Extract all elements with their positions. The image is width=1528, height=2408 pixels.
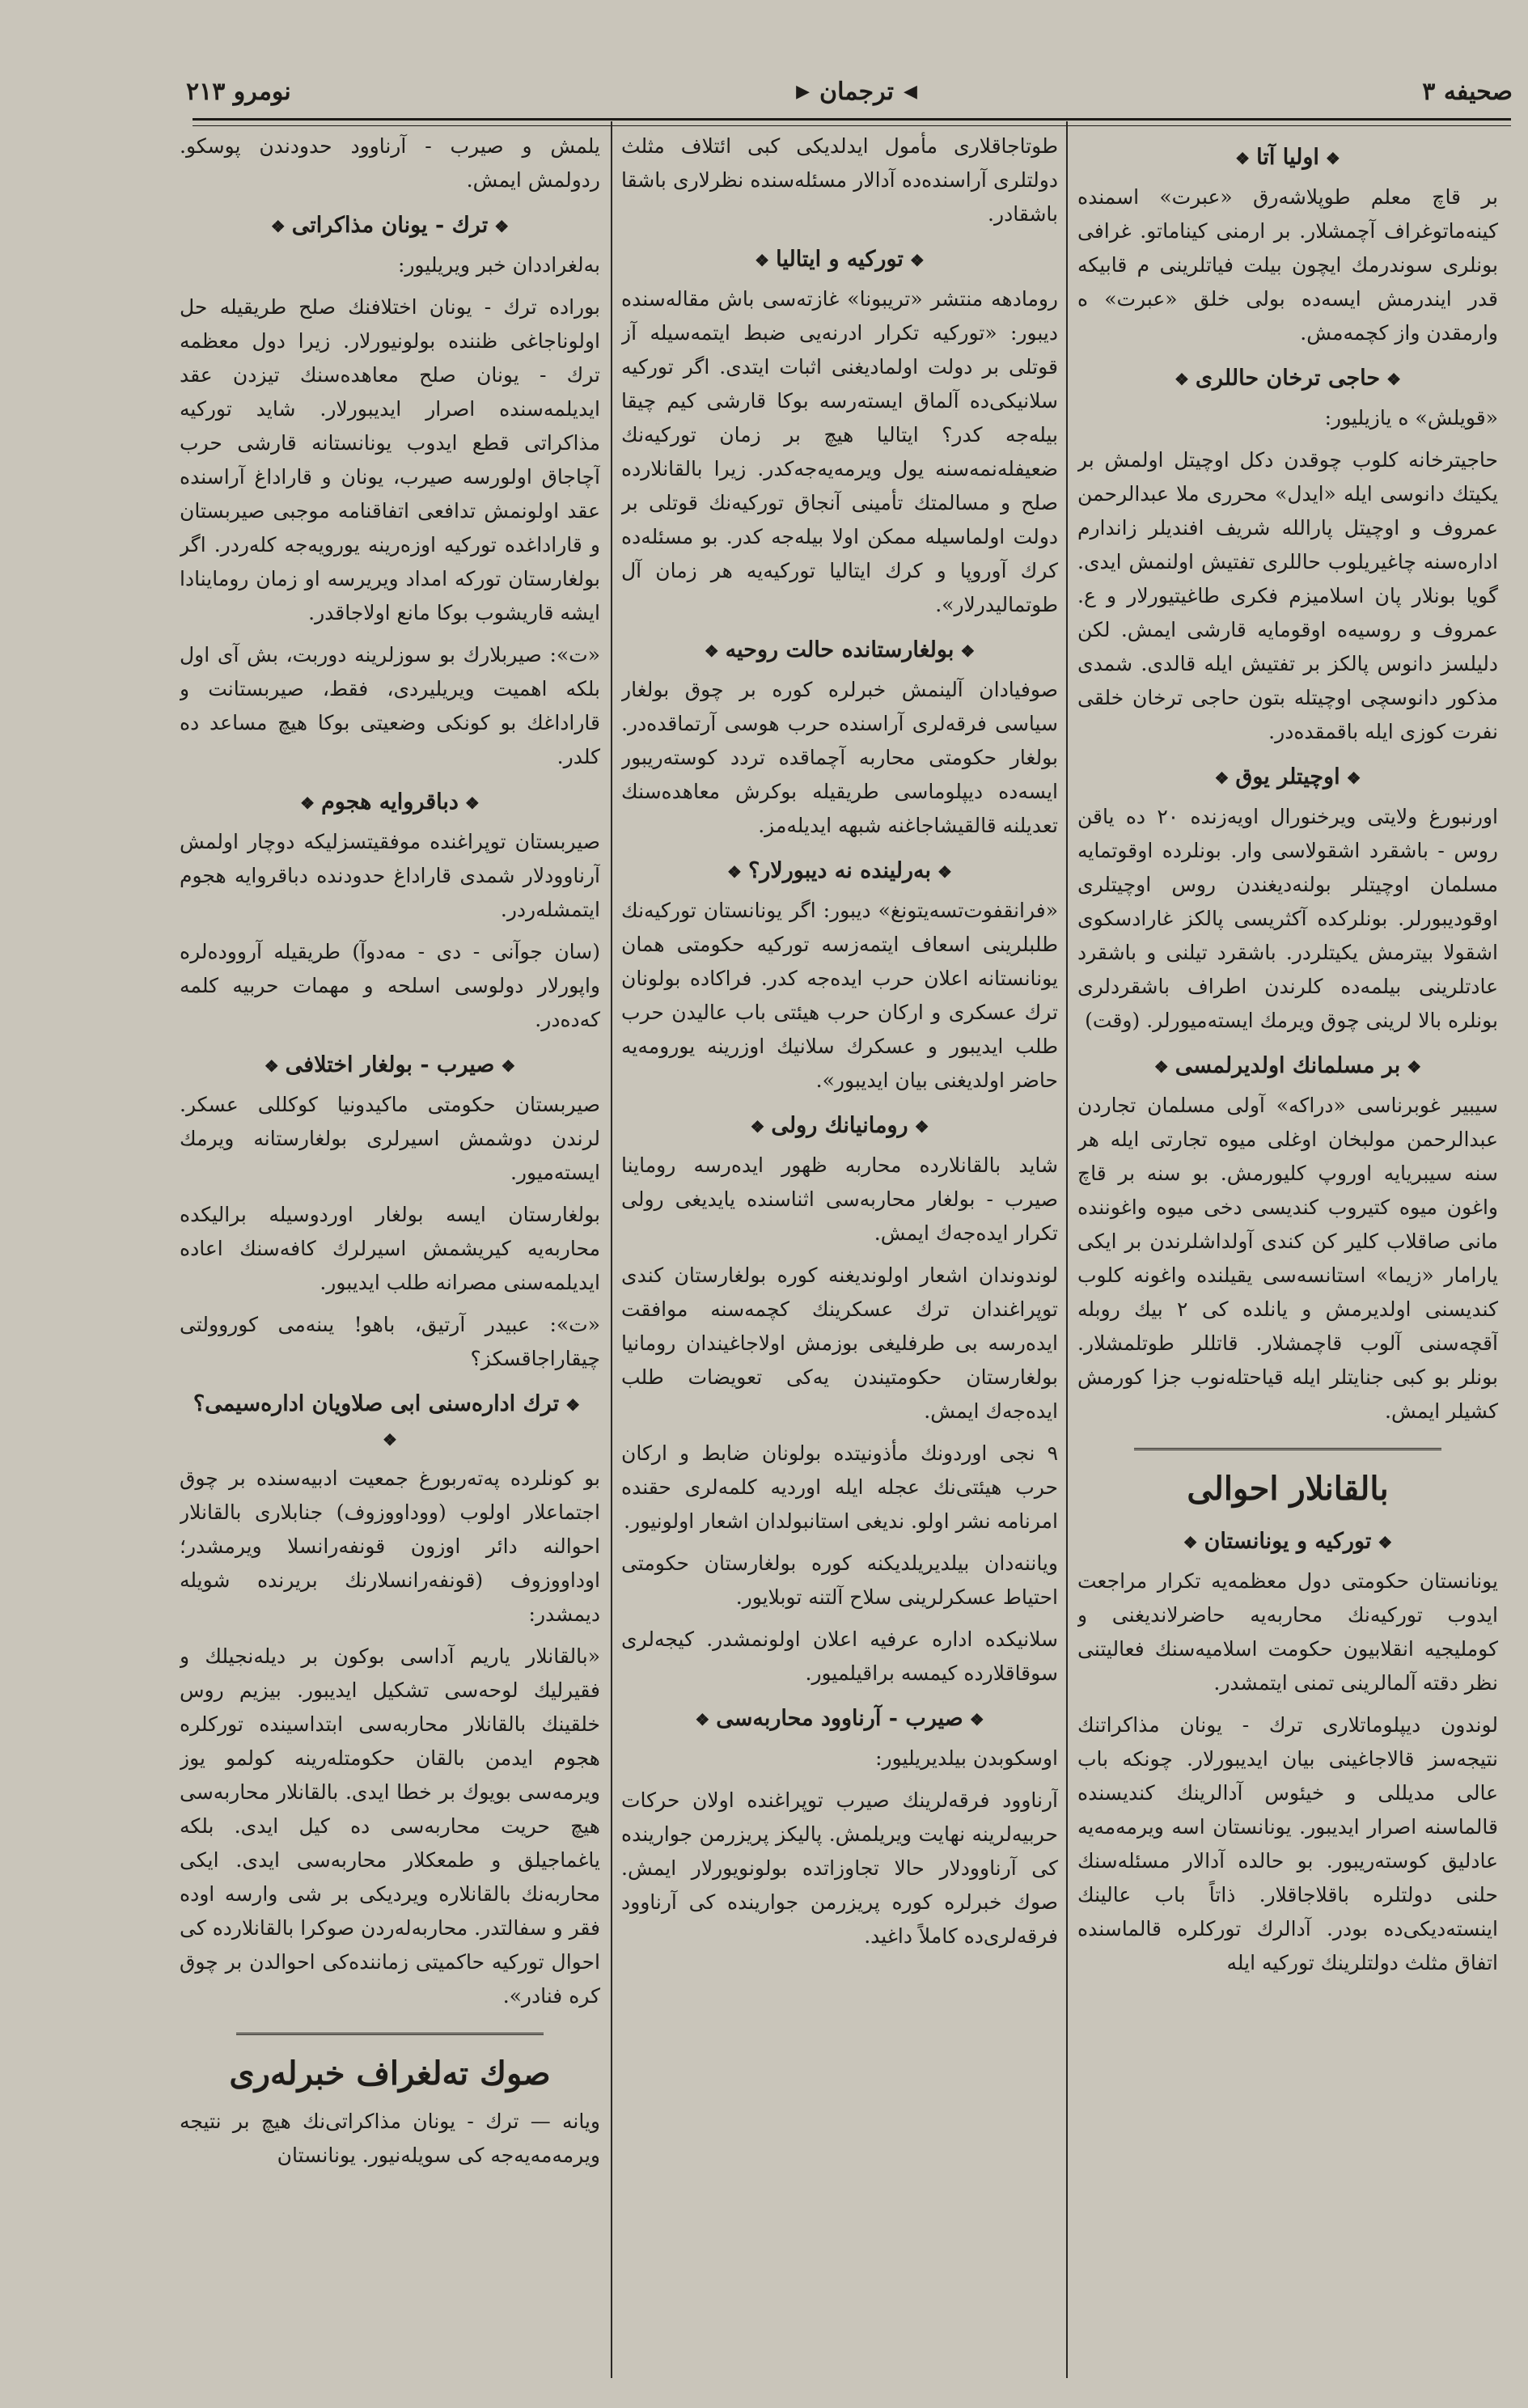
ornament-icon: ❖ xyxy=(1325,149,1340,168)
section-separator xyxy=(236,2033,544,2035)
article-paragraph: «قويلش» ه يازيليور: xyxy=(1324,406,1498,430)
ornament-icon: ❖ xyxy=(960,641,976,661)
article-paragraph: رومادهه منتشر «تريبونا» غازته‌سى باش مقاله‌سنده ديبور: «توركيه تكرار ادرنه‌يى ضبط ايتمه‌سيله آز قوتلى بر دولت اولماديغنى اثبات ايتدى. اگر توركيه سلانيكى‌ده آلماق ايسته‌رسه بوكا قارشى كيم چيقا بيله‌جه كدر؟ ايتاليا هيچ بر زمان توركيه‌نك ضعيفله‌نمه‌سنه يول ويرمه‌يه‌جه‌كدر. زيرا بالقانلارده صلح و مسالمتك تأمينى آنجاق توركيه‌نك قوتلى بر دولت اولماسيله ممكن اولا بيله‌جه كدر. بو مسئله‌ده كرك آوروپا و كرك ايتاليا توركيه‌يه هر زمان آل طوتماليدرلار». xyxy=(621,287,1058,616)
section-heading: ❖ترك اداره‌سنى ابى صلاويان اداره‌سيمى؟❖ xyxy=(193,1391,581,1449)
ornament-icon: ❖ xyxy=(1153,1057,1169,1077)
masthead xyxy=(186,63,1513,120)
ornament-icon: ❖ xyxy=(300,793,315,813)
ornament-icon: ❖ xyxy=(750,1117,765,1136)
column-right xyxy=(1077,129,1498,2378)
article-paragraph: بولغارستان ايسه بولغار اوردوسيله براليكده محاربه‌يه كيريشمش اسيرلرك كافه‌سنك اعاده ايديلمه‌سنى مصرانه طلب ايديبور. xyxy=(180,1203,600,1294)
article-paragraph: «ت»: صيربلارك بو سوزلرينه دوربت، بش آى اول بلكه اهميت ويريليردى، فقط، صيربستانت و قاراداغك بو كونكى وضعيتى بوكا هيچ مساعد ده كلدر. xyxy=(180,643,600,768)
ornament-icon: ❖ xyxy=(938,862,952,882)
column-divider xyxy=(1066,121,1068,2378)
ornament-icon: ❖ xyxy=(264,1056,279,1076)
article-paragraph: «ت»: عبيدر آرتيق، باهو! يىنه‌مى كوروولتى چيقاراجاقسكز؟ xyxy=(180,1313,600,1370)
section-heading: ❖صيرب - آرناوود محاربه‌سى❖ xyxy=(695,1706,984,1731)
section-title-latest-telegrams: صوك تەلغراف خبرلەرى xyxy=(229,2055,551,2093)
article-paragraph: صيربستان حكومتى ماكيدونيا كوكللى عسكر. لرندن دوشمش اسيرلرى بولغارستانه ويرمك ايسته‌ميور. xyxy=(180,1093,600,1184)
article-paragraph: حاجيترخانه كلوب چوقدن دكل اوچيتل اولمش بر يكيتك دانوسى ايله «ايدل» محررى ملا عبدالرحمن عمروف و اوچيتل پارالله شريف افنديلر زاندارم اداره‌سنه چاغيريلوب حاللرى تفتيش اولنمش ايدى. گويا بونلار پان اسلاميزم فكرى طاغيتيورلار و ع. عمروف و روسيه‌ه اوقومايه قارشى ايمش. لكن دليلسز دانوس پالكز بر تفتيش ايله قالدى. شمدى مذكور دانوسچى اوچيتله بتون حاجى ترخان خلقى نفرت كوزى ايله باقمقده‌در. xyxy=(1077,448,1498,743)
ornament-icon: ❖ xyxy=(1386,370,1402,389)
article-paragraph: «فرانقفوت‌تسه‌يتونغ» ديبور: اگر يونانستان توركيه‌نك طلبلرينى اسعاف ايتمه‌زسه توركيه حكومتى همان يونانستانه اعلان حرب ايده‌جه كدر. فراكاده بولونان ترك عسكرى و اركان حرب هيئتى باب عاليدن حرب طلب ايديبور و عسكرك سلانيك اوزرينه يورومه‌يه حاضر اولديغنى بيان ايديبور». xyxy=(621,899,1058,1092)
article-paragraph: لوندوندان اشعار اولونديغنه كوره بولغارستان كندى توپراغندان ترك عسكرينك كچمه‌سنه موافقت ايده‌رسه بى طرفليغى بوزمش اولاجاغيندان رومانيا بولغارستان حكومتيندن يه‌كى تعويضات طلب ايده‌جه‌ك ايمش. xyxy=(621,1263,1058,1423)
section-heading: ❖بولغارستانده حالت روحيه❖ xyxy=(704,637,976,662)
ornament-icon: ❖ xyxy=(914,1117,929,1136)
article-paragraph: بر قاچ معلم طوپلاشه‌رق «عبرت» اسمنده كينه‌ماتوغراف آچمشلار. بر ارمنى كيناماتو. غرافى بونلرى سوندرمك ايچون بيلت فياتلرينى م قابيكه قدر ايندرمش ايسه‌ده بولى خلق «عبرت» ه وارمقدن واز كچمه‌مش. xyxy=(1077,185,1498,345)
section-heading: ❖صيرب - بولغار اختلافى❖ xyxy=(264,1052,516,1077)
article-paragraph: آرناوود فرقه‌لرينك صيرب توپراغنده اولان حركات حربيه‌لرينه نهايت ويريلمش. پاليكز پريزرمن جوارينده كى آرناوودلار حالا تجاوزاتده بولونويورلار ايمش. صوك خبرلره كوره پريزرمن جوارينده كى آرناوود فرقه‌لرى‌ده كاملاً داغيد. xyxy=(621,1788,1058,1948)
section-separator xyxy=(1134,1448,1441,1450)
article-paragraph: شايد بالقانلارده محاربه ظهور ايده‌رسه روماينا صيرب - بولغار محاربه‌سى اثناسنده يايديغى رولى تكرار ايده‌جه‌ك ايمش. xyxy=(621,1153,1058,1245)
ornament-icon: ❖ xyxy=(1214,768,1230,788)
issue-number: نومرو ٢١٣ xyxy=(186,77,291,106)
article-paragraph: وياننه‌دان بيلديريلديكنه كوره بولغارستان حكومتى احتياط عسكرلرينى سلاح آلتنه توبلايور. xyxy=(621,1551,1058,1609)
article-paragraph: سلانيكده اداره عرفيه اعلان اولونمشدر. كيجه‌لرى سوقاقلارده كيمسه براقيلميور. xyxy=(621,1627,1058,1685)
article-paragraph: بەلغراددان خبر ويريليور: xyxy=(397,253,600,277)
masthead-rule xyxy=(193,118,1511,126)
left-arrow-ornament-icon: ◀ xyxy=(904,81,917,102)
article-paragraph: يونانستان حكومتى دول معظمه‌يه تكرار مراجعت ايدوب توركيه‌نك محاربه‌يه حاضرلاندیغنى و كومليجيه انقلابيون حكومت اسلاميه‌سنك فعاليتنى نظر دقته آلمالرينى تمنى ايتمشدر. xyxy=(1077,1569,1498,1695)
ornament-icon: ❖ xyxy=(494,217,510,236)
section-heading: ❖حاجى ترخان حاللرى❖ xyxy=(1174,366,1402,391)
paper-title: ترجمان xyxy=(819,77,894,106)
article-paragraph: صيربستان توپراغنده موفقيتسزليكه دوچار اولمش آرناوودلار شمدى قاراداغ حدودنده دباقروايه هجوم ايتمشله‌ردر. xyxy=(180,830,600,921)
ornament-icon: ❖ xyxy=(969,1710,984,1729)
article-paragraph: صوفيادان آلينمش خبرلره كوره بر چوق بولغار سياسى فرقه‌لرى آراسنده حرب هوسى آرتماقده‌در. بولغار حكومتى محاربه آچماقده تردد كوسته‌ريبور ايسه‌ده ديپلوماسى طريقيله بوكرش معاهده‌سنك تعديلنه قالقيشاجاغنه شبهه ايديله‌مز. xyxy=(621,678,1058,837)
ornament-icon: ❖ xyxy=(383,1430,397,1449)
article-paragraph: لوندون ديپلوماتلارى ترك - يونان مذاكراتنك نتيجه‌سز قالاجاغينى بيان ايديبورلار. چونكه باب عالى مديللى و خيئوس آدالرينك كنديسنده قالماسنه اصرار ايديبور. يونانستان اسه ويرمه‌مه‌يه عادليق كوسته‌ريبور. بو حالده آدالار مسئله‌سنك حلنى دولتلره باقلاجاقلار. ذاتاً باب عالينك اينسته‌ديكى‌ده بودر. آدالرك توركلره قالماسنده اتفاق مثلث دولتلرينك توركيه ايله xyxy=(1077,1713,1498,1974)
right-arrow-ornament-icon: ▶ xyxy=(796,81,811,102)
ornament-icon: ❖ xyxy=(270,217,286,236)
paper-title-block xyxy=(796,78,917,106)
ornament-icon: ❖ xyxy=(704,641,719,661)
article-paragraph: بوراده ترك - يونان اختلافنك صلح طريقيله حل اولوناجاغى ظننده بولونيورلار. زيرا دول معظمه ترك - يونان صلح معاهده‌سنك تيزدن عقد ايديلمه‌سنده اصرار ايديبورلار. شايد توركيه مذاكراتى قطع ايدوب يونانستانه قارشى حرب آچاجاق اولورسه صيرب، يونان و قاراداغ آراسنده عقد اولونمش تدافعى اتفاقنامه موجبى صيربستان و قاراداغده توركيه اوزه‌رينه يورويه‌جه كلەردر. اگر بولغارستان توركه امداد ويريرسه او زمان روماينادا ايشه قاريشوب بوكا مانع اولاجاقدر. xyxy=(180,295,600,624)
ornament-icon: ❖ xyxy=(727,862,742,882)
section-heading: ❖رومانيانك رولى❖ xyxy=(750,1113,929,1138)
article-paragraph: «بالقانلار ياريم آداسى بوكون بر ديله‌نجيلك و فقيرليك لوحه‌سى تشكيل ايديبور. بيزيم روس خلقينك بالقانلار محاربه‌سى ابتداسينده توركلره هجوم ايدمن بالقان حكومتله‌رينه كولمو يوز ويرمه‌سى بويوك بر خطا ايدى. بالقانلار محاربه‌سى هيچ حريت محاربه‌سى ده كيل ايدى. بلكه ياغماجيلق و طمعكلار محاربه‌سى ايدى. ايكى محاربه‌نك بالقانلاره ويرديكى بر شى وارسه اوده فقر و سفالتدر. محاربه‌له‌ردن صوكرا بالقانلارده كى احوال توركيه حاكميتى زماننده‌كى احوالدن بر چوق كره فنادر». xyxy=(180,1644,600,2008)
section-heading: ❖اوليا آتا❖ xyxy=(1235,145,1340,170)
ornament-icon: ❖ xyxy=(909,251,925,270)
section-heading: ❖ترك - يونان مذاكراتى❖ xyxy=(270,213,510,238)
section-heading: ❖توركيه و ايتاليا❖ xyxy=(755,247,925,272)
article-paragraph: اوسكوبدن بيلديريليور: xyxy=(875,1746,1058,1770)
ornament-icon: ❖ xyxy=(501,1056,516,1076)
ornament-icon: ❖ xyxy=(1407,1057,1422,1077)
ornament-icon: ❖ xyxy=(1235,149,1251,168)
article-paragraph: بو كونلرده پەتەربورغ جمعيت ادبيه‌سنده بر چوق اجتماعلار اولوب (ووداووزوف) جنابلارى بالقانلار احوالنه دائر اوزون قونفه‌رانسلا ويرمشدر؛ اوداووزوف (قونفه‌رانسلارنك بريرنده شويله ديمشدر: xyxy=(180,1466,600,1626)
article-paragraph: ٩ نجى اوردونك مأذونيتده بولونان ضابط و اركان حرب هيئتى‌نك عجله ايله اورديه كلمه‌لرى حقنده امرنامه نشر اولو. نديغى استانبولدان اشعار اولونيور. xyxy=(621,1441,1058,1533)
section-heading: ❖دباقروايه هجوم❖ xyxy=(300,789,480,815)
section-heading: ❖بر مسلمانك اولديرلمسى❖ xyxy=(1153,1053,1422,1078)
section-heading: ❖بەرلينده نه ديبورلار؟❖ xyxy=(727,858,952,883)
ornament-icon: ❖ xyxy=(1174,370,1189,389)
article-paragraph: ويانه — ترك - يونان مذاكراتى‌نك هيچ بر نتيجه ويرمه‌مه‌يه‌جه كى سويله‌نيور. يونانستان xyxy=(180,2110,600,2167)
ornament-icon: ❖ xyxy=(565,1395,581,1415)
ornament-icon: ❖ xyxy=(1183,1533,1198,1552)
ornament-icon: ❖ xyxy=(1378,1533,1393,1552)
article-paragraph: سيبير غوبرناسى «دراكه» آولى مسلمان تجاردن عبدالرحمن مولبخان اوغلى ميوه تجارتى ايله هر سنه سيبريايه اوروپ كليورمش. بو سنه بر قاچ واغون ميوه كتيروب كنديسى دخى ميوه واغوننده مانى صاقلاب كلير كن كندى آولداشلرندن بر ايكى يارامار «زيما» استانسه‌سى يقيلنده واغونه كلوب كنديسنى اولديرمش و يانلده كى ٢ بيك روبله آقچه‌سنى آلوب قاچمشلار. قاتللر طوتلمشلار. بونلر بو كبى جنايتلر ايله قياحتله‌نوب جزا كورمش كشيلر ايمش. xyxy=(1077,1094,1498,1423)
column-middle xyxy=(621,129,1058,2378)
section-title-balkans: بالقانلار احوالى xyxy=(1187,1470,1389,1508)
ornament-icon: ❖ xyxy=(755,251,770,270)
page-number: صحيفه ٣ xyxy=(1422,77,1513,106)
column-left xyxy=(180,129,600,2378)
ornament-icon: ❖ xyxy=(1346,768,1361,788)
section-heading: ❖توركيه و يونانستان❖ xyxy=(1183,1529,1393,1554)
column-divider xyxy=(611,121,612,2378)
ornament-icon: ❖ xyxy=(464,793,480,813)
article-paragraph: طوتاجاقلارى مأمول ايدلديكى كبى ائتلاف مثلث دولتلرى آراسنده‌ده آدالار مسئله‌سنده نظرلارى باشقا باشقادر. xyxy=(621,134,1058,226)
article-paragraph: اورنبورغ ولايتى ويرخنورال اويه‌زنده ٢٠ ده ياقن روس - باشقرد اشقولاسى وار. بونلرده اوقوتمايه مسلمان اوچيتلر بولنه‌ديغندن روس اوچيتلرى اوقوديبورلر. بونلركده آكثريسى پالكز غارادسكوى اشقولا بيترمش يكيتلردر. باشقرد تيلنى و باشقرد عادتلرينى بيلمه‌ده كلرندن اطراف باشقردلرى بونلره بالا لرينى چوق ويرمك ايسته‌ميورلر. (وقت) xyxy=(1077,805,1498,1032)
ornament-icon: ❖ xyxy=(695,1710,710,1729)
section-heading: ❖اوچيتلر يوق❖ xyxy=(1214,764,1361,789)
article-paragraph: (سان جوآنى - دى - مه‌دوآ) طريقيله آرووده‌لره واپورلار دولوسى اسلحه و مهمات حربيه كلمه كه‌ده‌در. xyxy=(180,940,600,1031)
article-paragraph: يلمش و صيرب - آرناوود حدودندن پوسكو. ردولمش ايمش. xyxy=(180,134,600,192)
